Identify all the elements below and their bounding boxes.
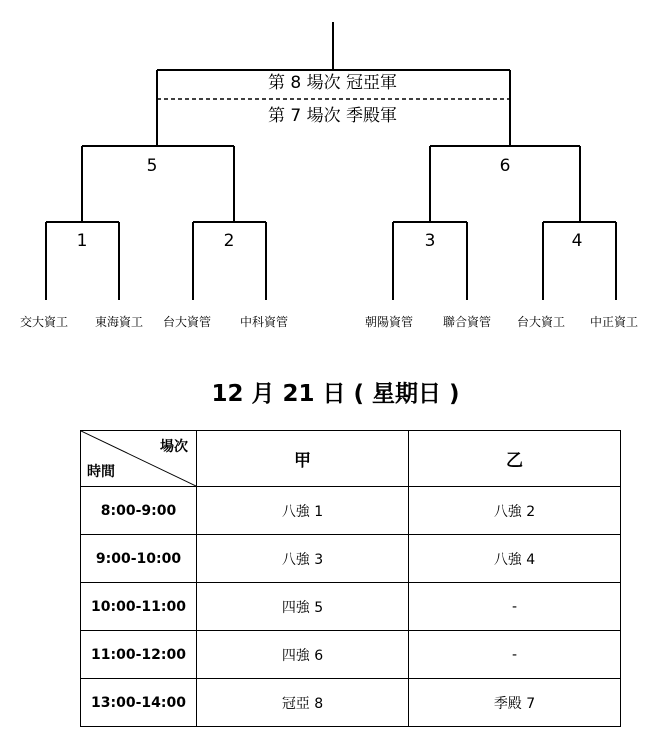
court-b-cell: -: [409, 583, 621, 631]
schedule-date-title: 12 月 21 日 ( 星期日 ): [211, 381, 460, 407]
corner-time-label: 時間: [87, 464, 115, 480]
team-label: 台大資管: [162, 315, 211, 329]
team-label: 聯合資管: [442, 315, 491, 329]
time-cell: 13:00-14:00: [81, 679, 197, 727]
team-label: 中科資管: [239, 315, 288, 329]
schedule-table: [80, 430, 621, 727]
team-label: 中正資工: [589, 315, 638, 329]
quarter-match-number: 1: [76, 231, 88, 251]
time-cell: 11:00-12:00: [81, 631, 197, 679]
third-place-match-label: 第 7 場次 季殿軍: [268, 106, 398, 126]
column-header-a: 甲: [197, 431, 409, 487]
team-label: 交大資工: [19, 315, 68, 329]
schedule-corner-cell: [81, 431, 197, 487]
team-label: 台大資工: [516, 315, 565, 329]
time-cell: 9:00-10:00: [81, 535, 197, 583]
court-a-cell: 冠亞 8: [197, 679, 409, 727]
court-b-cell: 八強 4: [409, 535, 621, 583]
court-a-cell: 四強 6: [197, 631, 409, 679]
court-b-cell: 季殿 7: [409, 679, 621, 727]
final-match-label: 第 8 場次 冠亞軍: [268, 73, 398, 93]
semi-match-number: 5: [146, 156, 158, 176]
time-cell: 10:00-11:00: [81, 583, 197, 631]
time-cell: 8:00-9:00: [81, 487, 197, 535]
semi-match-number: 6: [499, 156, 511, 176]
court-a-cell: 八強 3: [197, 535, 409, 583]
team-label: 東海資工: [94, 315, 143, 329]
court-a-cell: 八強 1: [197, 487, 409, 535]
table-row: [81, 535, 621, 583]
quarter-match-number: 2: [223, 231, 235, 251]
corner-match-label: 場次: [160, 439, 188, 455]
quarter-match-number: 3: [424, 231, 436, 251]
quarter-match-number: 4: [571, 231, 583, 251]
court-b-cell: -: [409, 631, 621, 679]
tournament-bracket: [0, 0, 671, 340]
table-row: [81, 631, 621, 679]
court-a-cell: 四強 5: [197, 583, 409, 631]
table-row: [81, 679, 621, 727]
team-label: 朝陽資管: [364, 315, 413, 329]
column-header-b: 乙: [409, 431, 621, 487]
court-b-cell: 八強 2: [409, 487, 621, 535]
schedule-header-row: [81, 431, 621, 487]
table-row: [81, 583, 621, 631]
table-row: [81, 487, 621, 535]
